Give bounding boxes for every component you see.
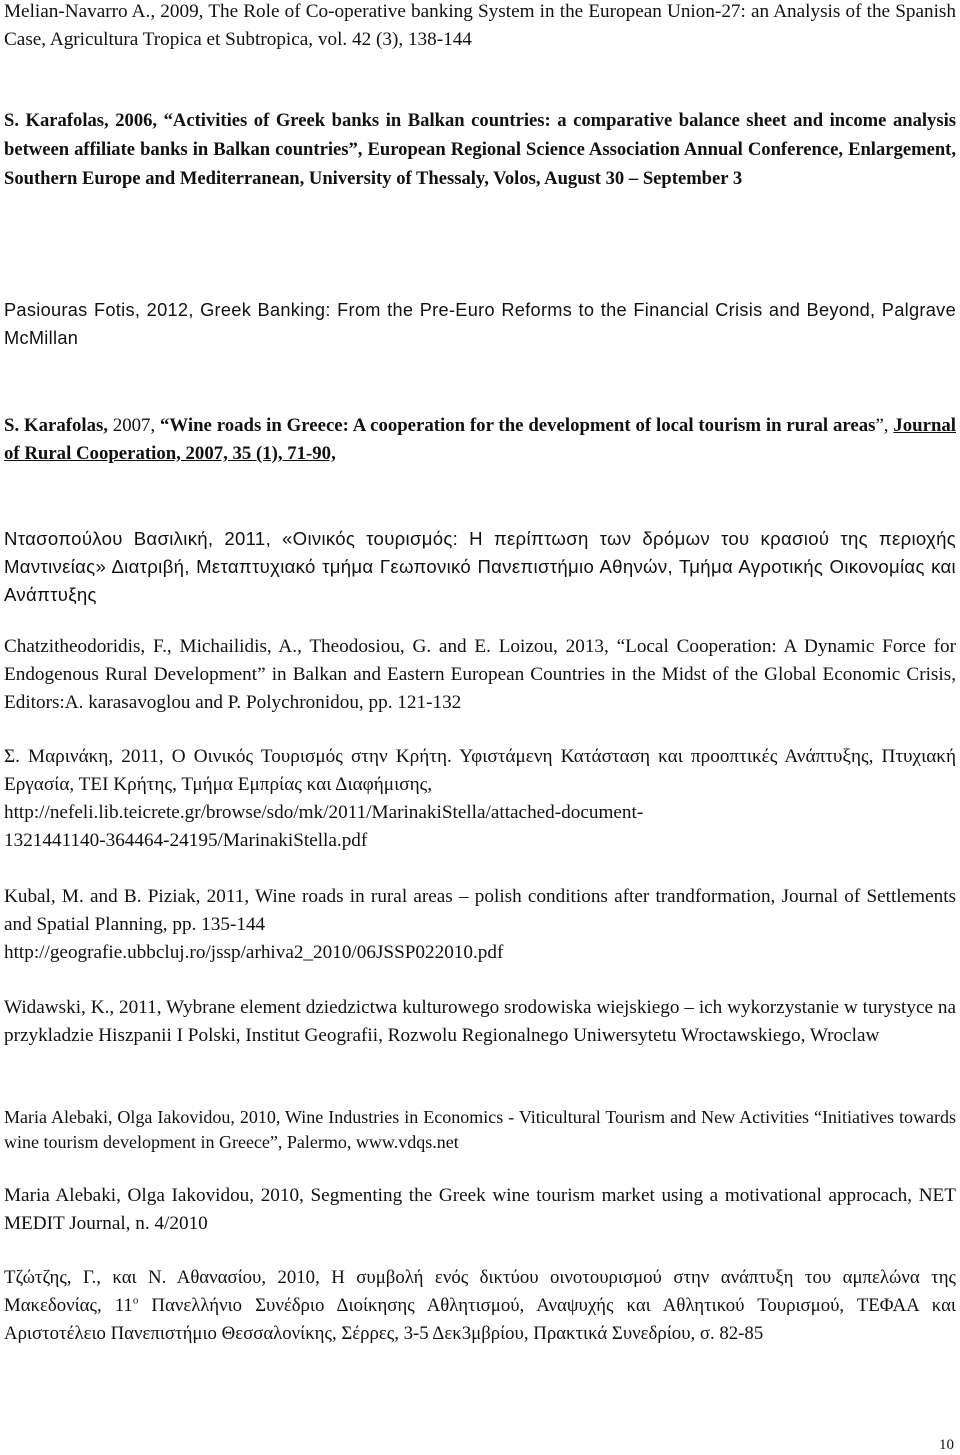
reference-ntasopoulou-2011: Ντασοπούλου Βασιλική, 2011, «Οινικός τουρισμός: Η περίπτωση των δρόμων του κρασιού της περιοχής Μαντινείας» Διατριβή, Μεταπτυχιακό τμήμα Γεωπονικό Πανεπιστήμιο Αθηνών, Τμήμα Αγροτικής Οικονομίας και Ανάπτυξης [4,528,956,605]
superscript-ordinal: ο [132,1294,139,1307]
reference-text: Kubal, M. and B. Piziak, 2011, Wine roads in rural areas – polish conditions after trandformation, Journal of Settlements and Spatial Planning, pp. 135-144 [4,886,956,935]
reference-text: Σ. Μαρινάκη, 2011, Ο Οινικός Τουρισμός στην Κρήτη. Υφιστάμενη Κατάσταση και προοπτικές Ανάπτυξης, Πτυχιακή Εργασία, ΤΕΙ Κρήτης, Τμήμα Εμπρίας και Διαφήμισης, [4,746,956,795]
reference-chatzitheodoridis-2013: Chatzitheodoridis, F., Michailidis, A., Theodosiou, G. and E. Loizou, 2013, “Local Cooperation: A Dynamic Force for Endogenous Rural Development” in Balkan and Eastern European Countries in the Midst of the Global Economic Crisis, Editors:A. karasavoglou and P. Polychronidou, pp. 121-132 [4,636,956,713]
reference-author: Melian-Navarro A. [4,1,151,22]
reference-karafolas-2007 [4,412,956,468]
reference-tzotzis-2010 [4,1264,956,1348]
reference-author: S. Karafolas, [4,415,108,436]
reference-alebaki-2010-b: Maria Alebaki, Olga Iakovidou, 2010, Segmenting the Greek wine tourism market using a motivational approcach, NET MEDIT Journal, n. 4/2010 [4,1185,956,1234]
reference-text: Τζώτζης, Γ., και Ν. Αθανασίου, 2010, Η συμβολή ενός δικτύου οινοτουρισμού στην ανάπτυξη του αμπελώνα της Μακεδονίας, 11 [4,1267,956,1316]
reference-year: 2007, [108,415,161,436]
reference-url-continued[interactable]: 1321441140-364464-24195/MarinakiStella.pdf [4,830,368,851]
reference-widawski-2011: Widawski, K., 2011, Wybrane element dziedzictwa kulturowego srodowiska wiejskiego – ich wykorzystanie w turystyce na przykladzie Hiszpanii I Polski, Institut Geografii, Rozwolu Regionalnego Uniwersytetu Wroctawskiego, Wroclaw [4,997,956,1046]
reference-text-continued: Πανελλήνιο Συνέδριο Διοίκησης Αθλητισμού, Αναψυχής και Αθλητικού Τουρισμού, ΤΕΦΑΑ και Αριστοτέλειο Πανεπιστήμιο Θεσσαλονίκης, Σέρρες, 3-5 Δεκ3μβρίου, Πρακτικά Συνεδρίου, σ. 82-85 [4,1295,956,1344]
page-number: 10 [939,1437,954,1453]
reference-details: , 2009, The Role of Co-operative banking System in the European Union-27: an Analysis of the Spanish Case, Agricultura Tropica et Subtropica, vol. 42 (3), 138-144 [4,1,956,50]
reference-title: “Wine roads in Greece: A cooperation for the development of local tourism in rural areas [160,415,876,436]
reference-karafolas-2006: S. Karafolas, 2006, “Activities of Greek banks in Balkan countries: a comparative balance sheet and income analysis between affiliate banks in Balkan countries”, European Regional Science Association Annual Conference, Enlargement, Southern Europe and Mediterranean, University of Thessaly, Volos, August 30 – September 3 [4,110,956,189]
reference-marinaki-2011 [4,743,956,855]
reference-url[interactable]: http://geografie.ubbcluj.ro/jssp/arhiva2_2010/06JSSP022010.pdf [4,942,504,963]
reference-melian-navarro [4,0,956,54]
reference-url[interactable]: http://nefeli.lib.teicrete.gr/browse/sdo/mk/2011/MarinakiStella/attached-document- [4,802,644,823]
reference-alebaki-2010-a: Maria Alebaki, Olga Iakovidou, 2010, Wine Industries in Economics - Viticultural Tourism and New Activities “Initiatives towards wine tourism development in Greece”, Palermo, www.vdqs.net [4,1107,956,1152]
reference-pasiouras-2012: Pasiouras Fotis, 2012, Greek Banking: From the Pre-Euro Reforms to the Financial Crisis and Beyond, Palgrave McMillan [4,300,956,348]
reference-journal: Journal of Rural Cooperation, 2007, 35 (1), 71-90, [4,415,956,464]
reference-title-close: ”, [875,415,894,436]
reference-kubal-2011 [4,883,956,967]
